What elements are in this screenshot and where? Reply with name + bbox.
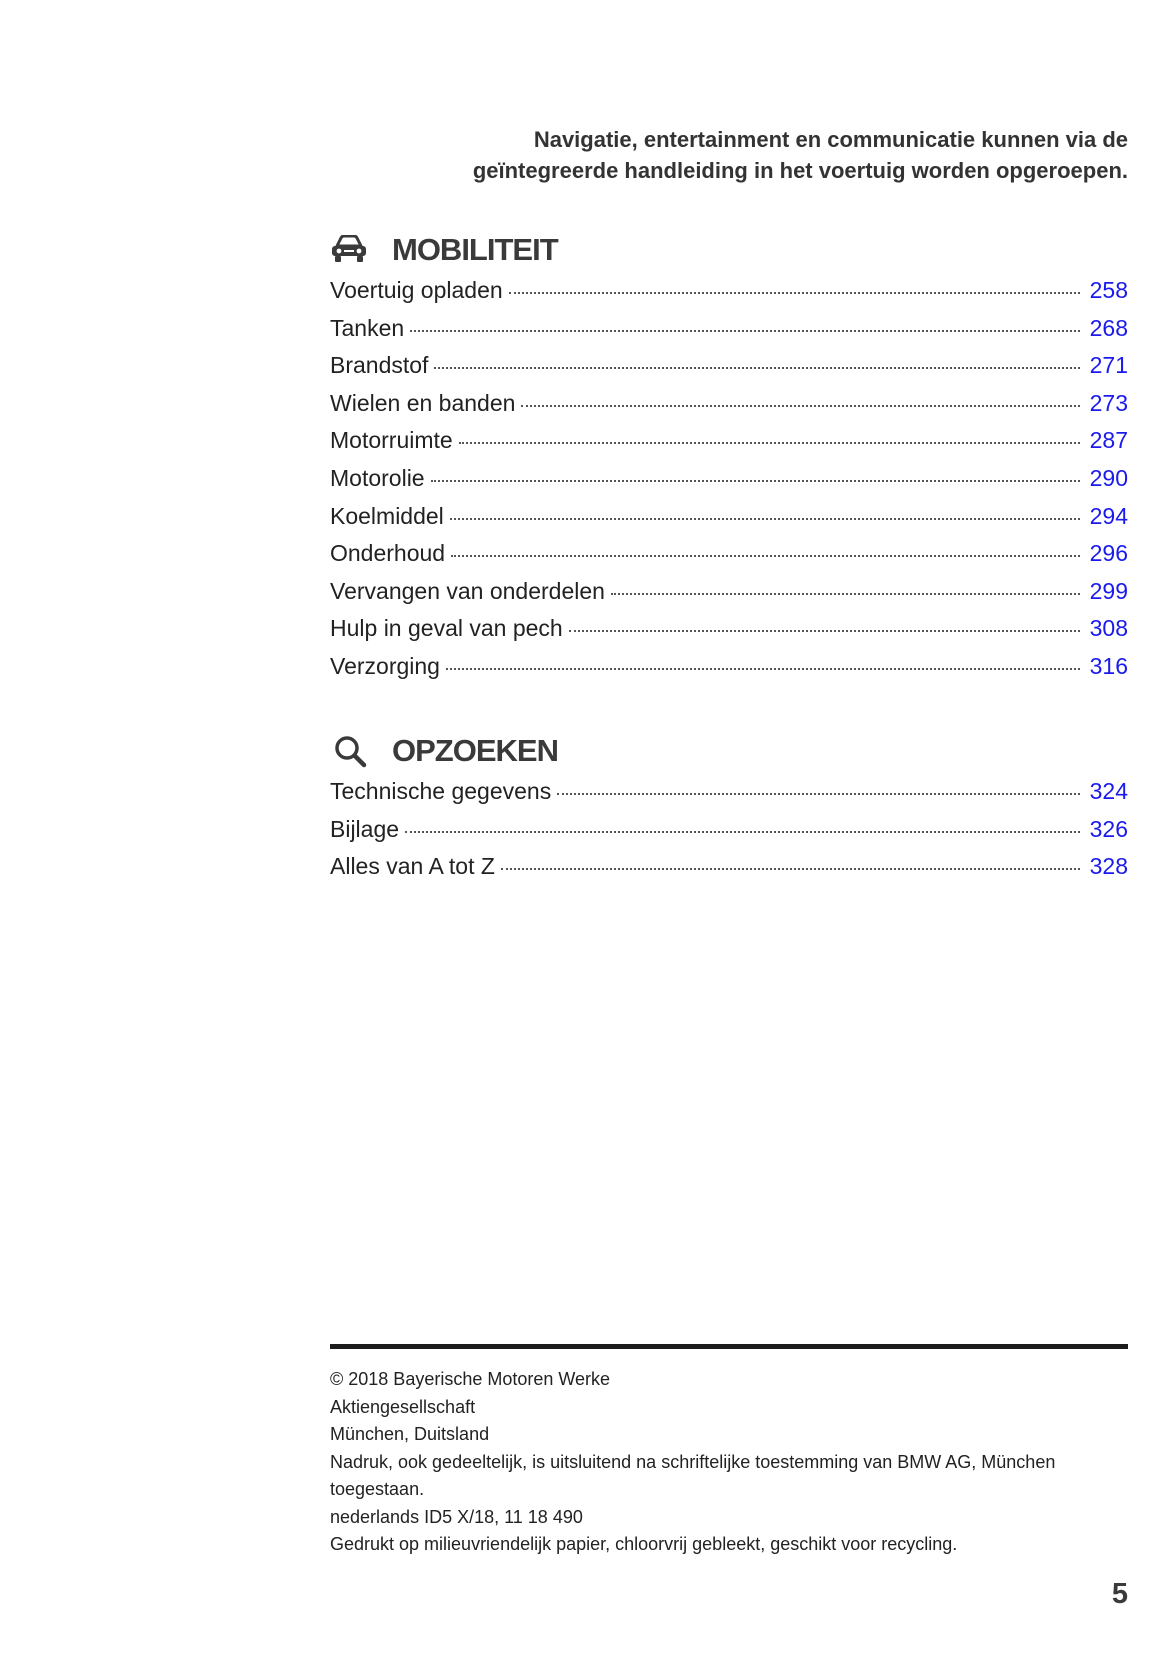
section-heading-opzoeken xyxy=(330,730,558,772)
imprint-company: Aktiengesellschaft xyxy=(330,1396,476,1417)
toc-page-link[interactable]: 294 xyxy=(1089,502,1128,529)
section-heading-mobiliteit xyxy=(330,229,558,271)
imprint xyxy=(330,1366,1128,1559)
toc-page-link[interactable]: 290 xyxy=(1089,464,1128,491)
toc-entry[interactable] xyxy=(330,778,1128,816)
toc-page-link[interactable]: 296 xyxy=(1089,540,1128,567)
imprint-reprint-line-2: toegestaan. xyxy=(330,1479,425,1499)
dot-leader xyxy=(434,367,1079,369)
toc-entry-label: Wielen en banden xyxy=(330,389,516,416)
toc-entry-label: Vervangen van onderdelen xyxy=(330,577,605,604)
toc-entry[interactable] xyxy=(330,540,1128,578)
toc-page-link[interactable]: 328 xyxy=(1089,853,1128,880)
toc-entry[interactable] xyxy=(330,816,1128,854)
intro-line-2: geïntegreerde handleiding in het voertuig worden opgeroepen. xyxy=(472,158,1128,183)
toc-entry-label: Hulp in geval van pech xyxy=(330,615,563,642)
imprint-copyright: © 2018 Bayerische Motoren Werke xyxy=(330,1369,611,1389)
dot-leader xyxy=(521,405,1079,407)
dot-leader xyxy=(459,442,1080,444)
toc-entry-label: Verzorging xyxy=(330,652,440,679)
dot-leader xyxy=(509,292,1080,294)
toc-entry[interactable] xyxy=(330,578,1128,616)
page-number: 5 xyxy=(1111,1578,1128,1610)
dot-leader xyxy=(569,630,1080,632)
toc-entry[interactable] xyxy=(330,853,1128,891)
toc-entry-label: Motorruimte xyxy=(330,427,453,454)
toc-page-link[interactable]: 308 xyxy=(1089,615,1128,642)
toc-entry-label: Tanken xyxy=(330,314,405,341)
toc-entry[interactable] xyxy=(330,615,1128,653)
intro-note xyxy=(330,124,1128,186)
toc-list-opzoeken xyxy=(330,778,1128,891)
dot-leader xyxy=(431,480,1080,482)
imprint-edition: nederlands ID5 X/18, 11 18 490 xyxy=(330,1506,583,1527)
toc-page-link[interactable]: 271 xyxy=(1089,352,1128,379)
dot-leader xyxy=(450,518,1080,520)
dot-leader xyxy=(611,593,1080,595)
toc-entry-label: Technische gegevens xyxy=(330,778,552,804)
toc-page-link[interactable]: 273 xyxy=(1089,389,1128,416)
toc-entry[interactable] xyxy=(330,465,1128,503)
intro-line-1: Navigatie, entertainment en communicatie kunnen via de xyxy=(533,127,1128,152)
toc-entry-label: Motorolie xyxy=(330,464,425,491)
dot-leader xyxy=(501,868,1080,870)
imprint-reprint-line-1: Nadruk, ook gedeeltelijk, is uitsluitend na schriftelijke toestemming van BMW AG, München xyxy=(330,1451,1056,1472)
toc-page-link[interactable]: 316 xyxy=(1089,652,1128,679)
dot-leader xyxy=(405,831,1080,833)
toc-page-link[interactable]: 299 xyxy=(1089,577,1128,604)
toc-page-link[interactable]: 258 xyxy=(1089,277,1128,303)
toc-page-link[interactable]: 287 xyxy=(1089,427,1128,454)
toc-entry-label: Koelmiddel xyxy=(330,502,444,529)
toc-entry-label: Alles van A tot Z xyxy=(330,853,495,880)
toc-entry-label: Brandstof xyxy=(330,352,429,379)
dot-leader xyxy=(410,330,1079,332)
toc-entry[interactable] xyxy=(330,390,1128,428)
dot-leader xyxy=(451,555,1080,557)
toc-entry[interactable] xyxy=(330,503,1128,541)
imprint-paper: Gedrukt op milieuvriendelijk papier, chloorvrij gebleekt, geschikt voor recycling. xyxy=(330,1534,958,1554)
footer-divider xyxy=(330,1344,1128,1349)
search-icon xyxy=(330,734,370,768)
toc-page-link[interactable]: 268 xyxy=(1089,314,1128,341)
section-title-mobiliteit: MOBILITEIT xyxy=(392,232,558,267)
toc-entry[interactable] xyxy=(330,277,1128,315)
toc-entry[interactable] xyxy=(330,352,1128,390)
car-icon xyxy=(330,233,370,267)
toc-entry[interactable] xyxy=(330,315,1128,353)
imprint-location: München, Duitsland xyxy=(330,1424,490,1444)
toc-entry-label: Voertuig opladen xyxy=(330,277,503,303)
dot-leader xyxy=(446,668,1080,670)
toc-entry-label: Onderhoud xyxy=(330,540,446,567)
toc-entry[interactable] xyxy=(330,427,1128,465)
dot-leader xyxy=(557,793,1079,795)
toc-entry[interactable] xyxy=(330,653,1128,691)
section-title-opzoeken: OPZOEKEN xyxy=(392,733,558,768)
toc-entry-label: Bijlage xyxy=(330,815,400,842)
toc-page-link[interactable]: 326 xyxy=(1089,815,1128,842)
toc-page-link[interactable]: 324 xyxy=(1089,778,1128,804)
toc-list-mobiliteit xyxy=(330,277,1128,691)
